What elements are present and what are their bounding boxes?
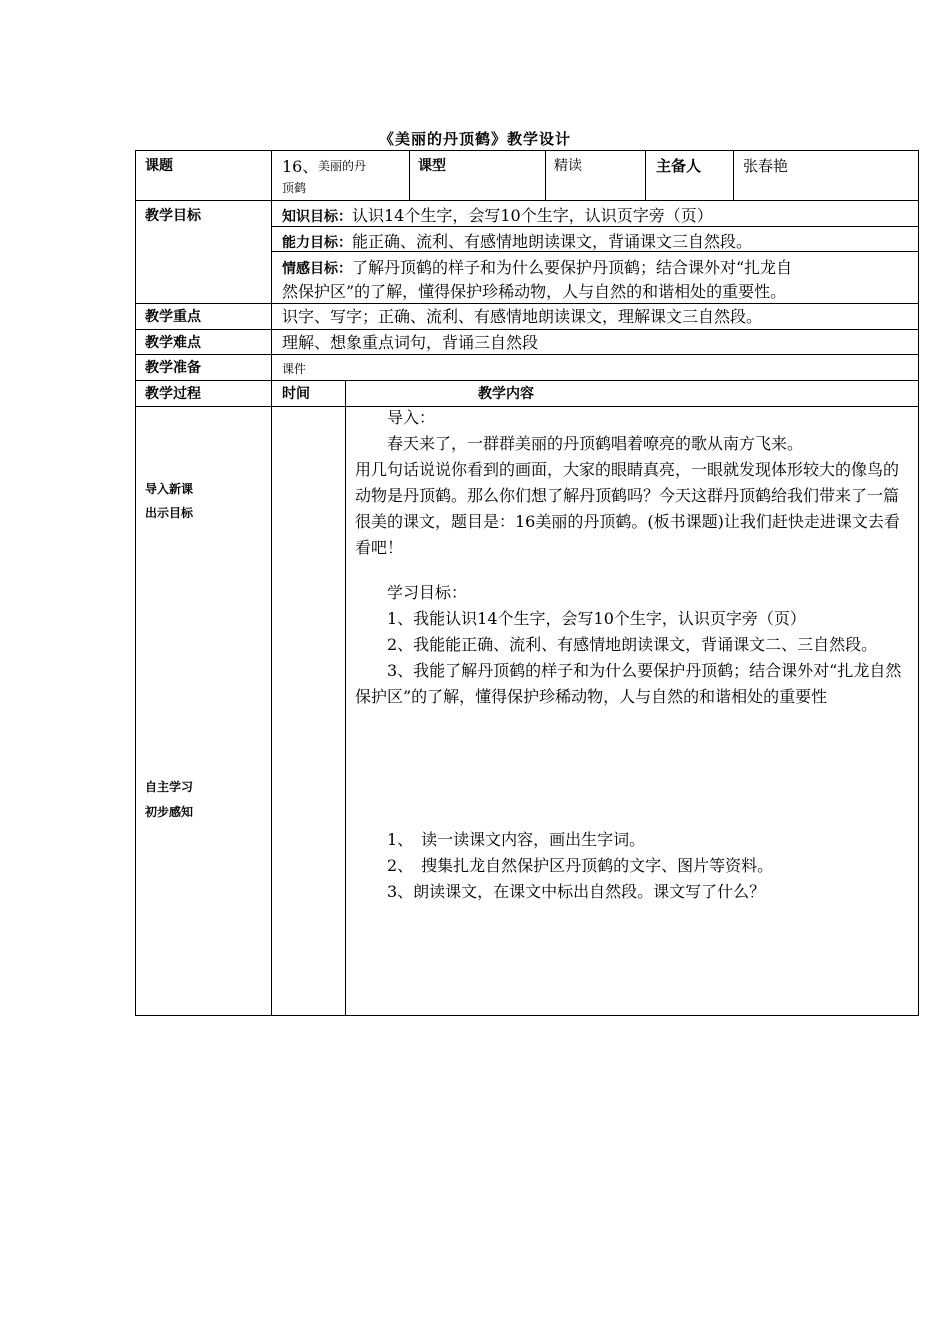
ability-objective <box>282 229 752 252</box>
key-point-label: 教学重点 <box>145 309 201 325</box>
task-2: 2、 搜集扎龙自然保护区丹顶鹤的文字、图片等资料。 <box>387 856 774 875</box>
row-divider <box>136 354 918 355</box>
topic-number: 16、 <box>282 157 319 176</box>
task-3: 3、朗读课文，在课文中标出自然段。课文写了什么？ <box>387 882 766 901</box>
knowledge-objective <box>282 203 713 226</box>
col-divider <box>271 151 272 1015</box>
stage-intro-line1: 导入新课 <box>145 482 194 496</box>
row-divider <box>136 380 918 381</box>
row-divider <box>136 200 918 201</box>
ability-objective-label: 能力目标： <box>282 235 352 251</box>
ability-objective-text: 能正确、流利、有感情地朗读课文，背诵课文三自然段。 <box>352 232 753 251</box>
topic-label: 课题 <box>145 158 173 174</box>
objectives-label: 教学目标 <box>145 208 201 224</box>
goal-2: 2、我能能正确、流利、有感情地朗读课文，背诵课文二、三自然段。 <box>387 635 878 654</box>
stage-intro-line2: 出示目标 <box>145 506 194 520</box>
knowledge-objective-text: 认识14个生字，会写10个生字，认识页字旁（页） <box>352 206 713 225</box>
emotion-objective-line1 <box>282 255 792 278</box>
knowledge-objective-label: 知识目标： <box>282 209 352 225</box>
topic-value-line1: 美丽的丹 <box>318 159 367 173</box>
preparer-label: 主备人 <box>656 157 702 175</box>
goal-3: 3、我能了解丹顶鹤的样子和为什么要保护丹顶鹤；结合课外对“扎龙自然保护区”的了解，懂得保护珍稀动物，人与自然的和谐相处的重要性 <box>355 661 902 706</box>
emotion-objective-line2: 然保护区”的了解，懂得保护珍稀动物，人与自然的和谐相处的重要性。 <box>282 282 787 301</box>
col-divider <box>545 151 546 200</box>
preparation-text: 课件 <box>282 362 307 376</box>
emotion-objective-label: 情感目标： <box>282 261 352 277</box>
goals-label: 学习目标： <box>387 583 468 602</box>
emotion-objective-text-1: 了解丹顶鹤的样子和为什么要保护丹顶鹤；结合课外对“扎龙自 <box>352 258 793 277</box>
col-divider <box>645 151 646 200</box>
intro-label: 导入： <box>387 408 436 427</box>
intro-paragraph: 用几句话说说你看到的画面，大家的眼睛真亮，一眼就发现体形较大的像鸟的动物是丹顶鹤。那么你们想了解丹顶鹤吗？今天这群丹顶鹤给我们带来了一篇很美的课文，题目是：16美丽的丹顶鹤。(板书课题)让我们赶快走进课文去看看吧！ <box>355 460 900 557</box>
type-value: 精读 <box>554 158 582 174</box>
task-1: 1、 读一读课文内容，画出生字词。 <box>387 830 646 849</box>
stage-self-study-line1: 自主学习 <box>145 780 194 794</box>
key-point-text: 识字、写字；正确、流利、有感情地朗读课文，理解课文三自然段。 <box>282 307 763 326</box>
process-label: 教学过程 <box>145 386 201 402</box>
difficulty-label: 教学难点 <box>145 335 201 351</box>
difficulty-text: 理解、想象重点词句，背诵三自然段 <box>282 333 539 352</box>
content-goals <box>355 580 913 710</box>
intro-line1: 春天来了，一群群美丽的丹顶鹤唱着嘹亮的歌从南方飞来。 <box>387 434 804 453</box>
topic-value-line2: 顶鹤 <box>282 181 307 195</box>
goal-1: 1、我能认识14个生字，会写10个生字，认识页字旁（页） <box>387 609 806 628</box>
preparation-label: 教学准备 <box>145 360 201 376</box>
time-column-header: 时间 <box>282 386 310 402</box>
col-divider <box>733 151 734 200</box>
col-divider <box>345 380 346 1015</box>
stage-self-study-line2: 初步感知 <box>145 805 194 819</box>
preparer-value: 张春艳 <box>743 157 789 175</box>
content-column-header: 教学内容 <box>478 386 534 402</box>
content-intro <box>355 405 913 561</box>
col-divider <box>409 151 410 200</box>
row-divider <box>271 226 918 227</box>
type-label: 课型 <box>418 158 446 174</box>
document-title: 《美丽的丹顶鹤》教学设计 <box>378 130 571 148</box>
content-tasks <box>355 827 913 905</box>
